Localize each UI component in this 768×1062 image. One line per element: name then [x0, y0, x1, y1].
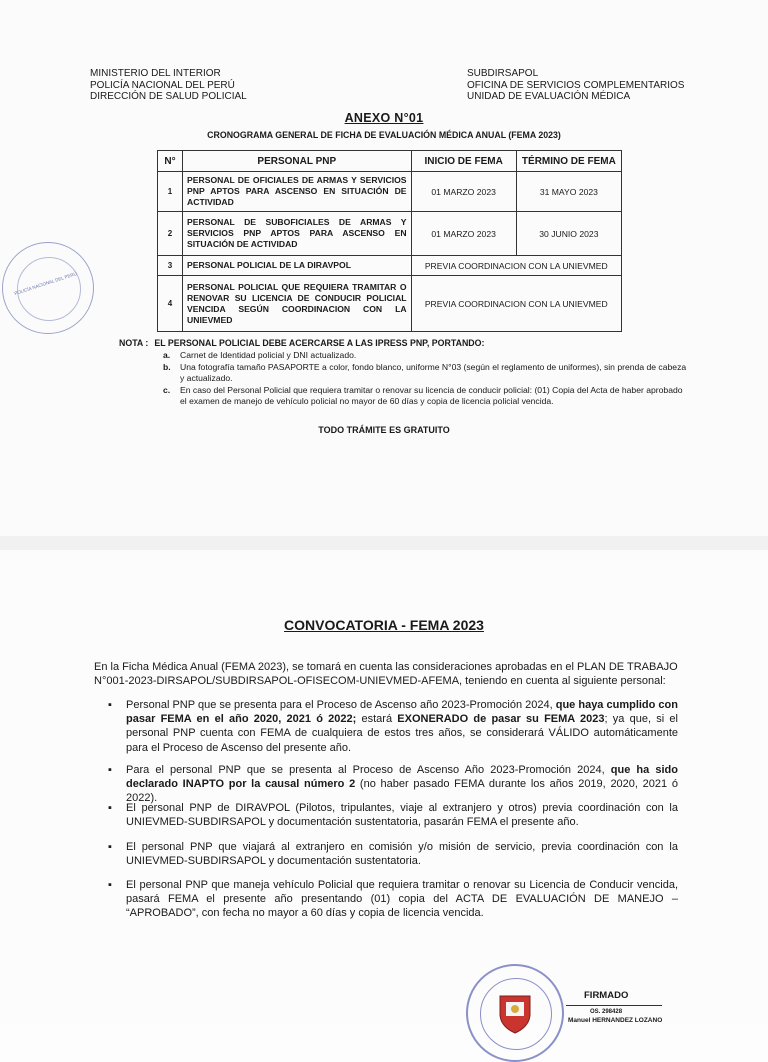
signature-label: FIRMADO	[584, 990, 629, 1001]
row-coordination: PREVIA COORDINACION CON LA UNIEVMED	[411, 276, 621, 332]
table-row	[158, 276, 622, 332]
item-text: Carnet de Identidad policial y DNI actualizado.	[180, 350, 357, 360]
annex-title: ANEXO N°01	[344, 111, 424, 125]
bullet-text: El personal PNP que viajará al extranjero en comisión y/o misión de servicio, previa coordinación con la UNIEVMED-SUBDIRSAPOL y documentación sustentatoria.	[126, 841, 678, 868]
bullet-icon: ▪	[108, 879, 112, 891]
bullet-icon: ▪	[108, 802, 112, 814]
item-letter: b.	[163, 361, 171, 372]
table-row	[158, 212, 622, 256]
convocatoria-title: CONVOCATORIA - FEMA 2023	[284, 617, 484, 633]
table-row	[158, 172, 622, 212]
col-number: N°	[158, 151, 183, 172]
row-end: 31 MAYO 2023	[516, 172, 621, 212]
row-personal: PERSONAL POLICIAL QUE REQUIERA TRAMITAR O RENOVAR SU LICENCIA DE CONDUCIR POLICIAL VENCIDA SEGÚN COORDINACION CON LA UNIEVMED	[183, 276, 411, 332]
item-text: En caso del Personal Policial que requiera tramitar o renovar su licencia de conducir policial: (01) Copia del Acta de haber aprobado el examen de manejo de vehículo policial no mayor de 60 días y copia de licencia policial vencida.	[180, 384, 683, 407]
row-personal: PERSONAL DE SUBOFICIALES DE ARMAS Y SERVICIOS PNP APTOS PARA ASCENSO EN SITUACIÓN DE ACTIVIDAD	[183, 212, 411, 256]
bullet-text: Personal PNP que se presenta para el Proceso de Ascenso año 2023-Promoción 2024, que haya cumplido con pasar FEMA en el año 2020, 2021 ó 2022; estará EXONERADO de pasar su FEMA 2023; ya que, si el personal PNP cuenta con FEMA de cualquiera de estos tres años, se considerará VÁLIDO automáticamente para el Proceso de Ascenso del presente año.	[126, 699, 678, 754]
free-procedure-notice: TODO TRÁMITE ES GRATUITO	[318, 425, 450, 435]
header-unit: UNIDAD DE EVALUACIÓN MÉDICA	[467, 91, 631, 102]
list-item	[108, 698, 678, 755]
bullet-icon: ▪	[108, 764, 112, 776]
row-number: 4	[158, 276, 183, 332]
list-item	[108, 801, 678, 829]
header-office: OFICINA DE SERVICIOS COMPLEMENTARIOS	[467, 79, 685, 91]
item-letter: a.	[163, 350, 171, 360]
note-heading	[119, 338, 689, 348]
list-item	[163, 350, 689, 362]
header-police: POLICÍA NACIONAL DEL PERÚ	[90, 79, 235, 91]
page-gap	[0, 536, 768, 550]
row-number: 2	[158, 212, 183, 256]
list-item	[163, 362, 689, 385]
schedule-table	[157, 150, 622, 332]
row-coordination: PREVIA COORDINACION CON LA UNIEVMED	[411, 256, 621, 276]
row-number: 1	[158, 172, 183, 212]
header-right	[467, 68, 684, 103]
shield-icon	[496, 992, 534, 1034]
list-item	[108, 840, 678, 868]
row-personal: PERSONAL POLICIAL DE LA DIRAVPOL	[183, 256, 411, 276]
col-start: INICIO DE FEMA	[411, 151, 516, 172]
header-direction: DIRECCIÓN DE SALUD POLICIAL	[90, 91, 247, 102]
police-seal	[466, 964, 564, 1062]
signature-line	[566, 1005, 662, 1006]
table-row	[158, 256, 622, 276]
header-left	[90, 68, 247, 103]
list-item	[108, 763, 678, 806]
row-personal: PERSONAL DE OFICIALES DE ARMAS Y SERVICIOS PNP APTOS PARA ASCENSO EN SITUACIÓN DE ACTIVIDAD	[183, 172, 411, 212]
bullet-text: El personal PNP de DIRAVPOL (Pilotos, tripulantes, viaje al extranjero y otros) previa coordinación con la UNIEVMED-SUBDIRSAPOL y documentación sustentatoria, pasarán FEMA el presente año.	[126, 802, 678, 829]
list-item	[108, 878, 678, 921]
bullet-text: El personal PNP que maneja vehículo Policial que requiera tramitar o renovar su Licencia de Conducir vencida, pasará FEMA el presente año presentando (01) copia del ACTA DE EVALUACIÓN DE MANEJO – “APROBADO”, con fecha no mayor a 60 días y copia de licencia vencida.	[126, 879, 678, 920]
convocatoria-intro: En la Ficha Médica Anual (FEMA 2023), se tomará en cuenta las consideraciones aprobadas en el PLAN DE TRABAJO N°001-2023-DIRSAPOL/SUBDIRSAPOL-OFISECOM-UNIEVMED-AFEMA, teniendo en cuenta al siguiente personal:	[94, 661, 678, 687]
row-end: 30 JUNIO 2023	[516, 212, 621, 256]
stamp-text: POLICÍA NACIONAL DEL PERÚ	[13, 271, 78, 296]
item-text: Una fotografía tamaño PASAPORTE a color, fondo blanco, uniforme N°03 (según el reglamento de uniformes), sin prenda de cabeza y actualizado.	[180, 361, 687, 384]
row-number: 3	[158, 256, 183, 276]
bullet-icon: ▪	[108, 841, 112, 853]
list-item	[163, 385, 689, 408]
col-personal: PERSONAL PNP	[183, 151, 411, 172]
institution-stamp	[2, 242, 94, 334]
bullet-icon: ▪	[108, 699, 112, 711]
signature-name: Manuel HERNANDEZ LOZANO	[568, 1017, 663, 1024]
bullet-text: Para el personal PNP que se presenta al Proceso de Ascenso Año 2023-Promoción 2024, que ha sido declarado INAPTO por la causal número 2 (no haber pasado FEMA durante los años 2019, 2020, 2021 ó 2022).	[126, 764, 678, 805]
note-block	[119, 338, 689, 408]
header-subdirection: SUBDIRSAPOL	[467, 68, 539, 79]
col-end: TÉRMINO DE FEMA	[516, 151, 621, 172]
table-header-row	[158, 151, 622, 172]
header-ministry: MINISTERIO DEL INTERIOR	[90, 68, 221, 79]
signature-os: OS. 298428	[590, 1009, 623, 1015]
row-start: 01 MARZO 2023	[411, 212, 516, 256]
note-label: NOTA :	[119, 338, 149, 348]
annex-subtitle: CRONOGRAMA GENERAL DE FICHA DE EVALUACIÓN MÉDICA ANUAL (FEMA 2023)	[207, 130, 561, 140]
row-start: 01 MARZO 2023	[411, 172, 516, 212]
item-letter: c.	[163, 384, 171, 395]
note-list	[163, 350, 689, 408]
note-heading-text: EL PERSONAL POLICIAL DEBE ACERCARSE A LAS IPRESS PNP, PORTANDO:	[154, 338, 485, 348]
